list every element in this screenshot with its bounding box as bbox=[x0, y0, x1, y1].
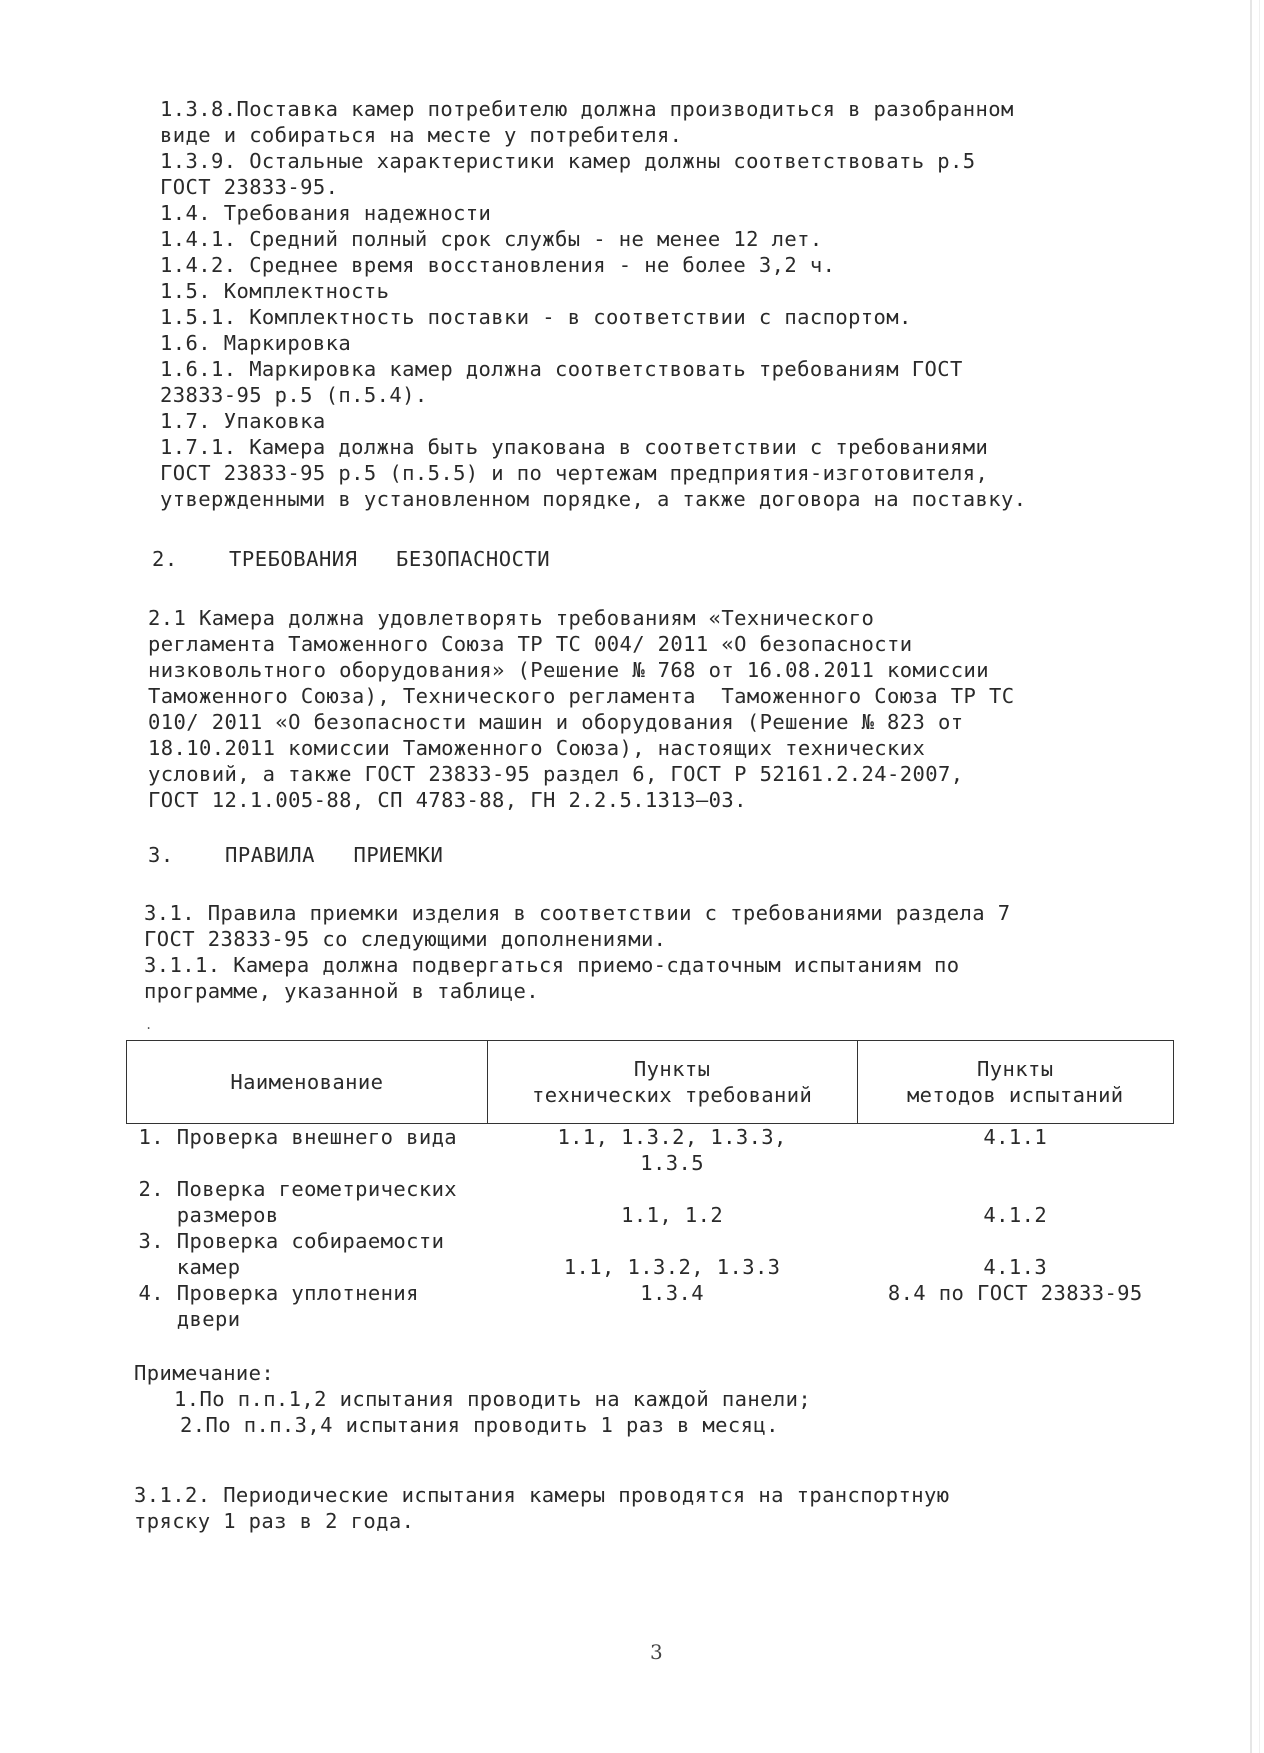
text-line: 23833-95 р.5 (п.5.4). bbox=[160, 383, 428, 407]
row-methods-line: 4.1.3 bbox=[983, 1255, 1048, 1279]
text-line: 010/ 2011 «О безопасности машин и оборудования (Решение № 823 от bbox=[148, 710, 964, 734]
row-name-line: 4. Проверка уплотнения bbox=[138, 1281, 419, 1305]
text-line: 1.4.1. Средний полный срок службы - не менее 12 лет. bbox=[160, 227, 823, 251]
row-name-line: 2. Поверка геометрических bbox=[138, 1177, 458, 1201]
header-methods-line2: методов испытаний bbox=[906, 1083, 1124, 1107]
table-row bbox=[127, 1280, 1174, 1332]
row-name-line: камер bbox=[138, 1255, 241, 1279]
section1-continuation bbox=[160, 96, 1220, 512]
row-name bbox=[127, 1176, 488, 1228]
row-requirements-line: 1.3.5 bbox=[640, 1151, 704, 1175]
row-requirements-line bbox=[487, 1228, 857, 1254]
row-methods bbox=[857, 1176, 1173, 1228]
row-name-line: размеров bbox=[138, 1203, 279, 1227]
row-requirements bbox=[487, 1228, 857, 1280]
text-line: 3.1.1. Камера должна подвергаться приемо-сдаточным испытаниям по bbox=[144, 953, 960, 977]
text-line: 1.7. Упаковка bbox=[160, 409, 326, 433]
text-line: 1.4. Требования надежности bbox=[160, 201, 492, 225]
text-line: 1.5. Комплектность bbox=[160, 279, 390, 303]
page-edge bbox=[1250, 0, 1252, 1753]
text-line: 1.6. Маркировка bbox=[160, 331, 352, 355]
section2-body bbox=[148, 605, 1014, 813]
table-row bbox=[127, 1228, 1174, 1280]
text-line: 1.7.1. Камера должна быть упакована в соответствии с требованиями bbox=[160, 435, 989, 459]
periodic-tests-paragraph bbox=[134, 1482, 950, 1534]
text-line: 3.1. Правила приемки изделия в соответствии с требованиями раздела 7 bbox=[144, 901, 1011, 925]
page-edge-secondary bbox=[1259, 0, 1260, 1753]
scan-speck: . bbox=[145, 1018, 153, 1032]
table-header-row bbox=[127, 1041, 1174, 1124]
text-line: ГОСТ 23833-95. bbox=[160, 175, 339, 199]
row-requirements bbox=[487, 1176, 857, 1228]
text-line: ГОСТ 23833-95 р.5 (п.5.5) и по чертежам предприятия-изготовителя, bbox=[160, 461, 989, 485]
note-item: 2.По п.п.3,4 испытания проводить 1 раз в месяц. bbox=[180, 1413, 779, 1437]
row-requirements-line: 1.3.4 bbox=[640, 1281, 704, 1305]
row-requirements-line: 1.1, 1.3.2, 1.3.3 bbox=[563, 1255, 781, 1279]
text-line: 1.3.9. Остальные характеристики камер должны соответствовать р.5 bbox=[160, 149, 976, 173]
text-line: Таможенного Союза), Технического регламента Таможенного Союза ТР ТС bbox=[148, 684, 1015, 708]
text-line: утвержденными в установленном порядке, а также договора на поставку. bbox=[160, 487, 1027, 511]
text-line: 2.1 Камера должна удовлетворять требованиям «Технического bbox=[148, 606, 875, 630]
text-line: низковольтного оборудования» (Решение № 768 от 16.08.2011 комиссии bbox=[148, 658, 989, 682]
header-name bbox=[127, 1041, 488, 1124]
header-requirements-line2: технических требований bbox=[531, 1083, 813, 1107]
section3-body bbox=[144, 900, 1010, 1004]
header-name-label: Наименование bbox=[230, 1070, 384, 1094]
row-requirements-line: 1.1, 1.2 bbox=[621, 1203, 724, 1227]
row-requirements bbox=[487, 1280, 857, 1332]
text-line: 3.1.2. Периодические испытания камеры проводятся на транспортную bbox=[134, 1483, 950, 1507]
section2-heading: 2. ТРЕБОВАНИЯ БЕЗОПАСНОСТИ bbox=[152, 547, 551, 571]
row-name bbox=[127, 1280, 488, 1332]
note-block bbox=[134, 1360, 811, 1438]
text-line: 1.5.1. Комплектность поставки - в соответствии с паспортом. bbox=[160, 305, 912, 329]
note-title: Примечание: bbox=[134, 1361, 275, 1385]
text-line: 1.6.1. Маркировка камер должна соответствовать требованиям ГОСТ bbox=[160, 357, 963, 381]
text-line: виде и собираться на месте у потребителя. bbox=[160, 123, 683, 147]
acceptance-tests-table bbox=[126, 1040, 1174, 1332]
row-name-line: 1. Проверка внешнего вида bbox=[138, 1125, 458, 1149]
row-methods bbox=[857, 1228, 1173, 1280]
row-requirements bbox=[487, 1124, 857, 1177]
row-requirements-line bbox=[487, 1176, 857, 1202]
text-line: регламента Таможенного Союза ТР ТС 004/ 2011 «О безопасности bbox=[148, 632, 913, 656]
text-line: тряску 1 раз в 2 года. bbox=[134, 1509, 415, 1533]
row-name-line: двери bbox=[138, 1307, 241, 1331]
table-row bbox=[127, 1176, 1174, 1228]
row-name bbox=[127, 1124, 488, 1177]
row-methods bbox=[857, 1124, 1173, 1177]
row-requirements-line: 1.1, 1.3.2, 1.3.3, bbox=[557, 1125, 787, 1149]
row-methods-line: 4.1.2 bbox=[983, 1203, 1048, 1227]
table-row bbox=[127, 1124, 1174, 1177]
page-number: 3 bbox=[650, 1640, 663, 1664]
row-methods-line bbox=[857, 1228, 1173, 1254]
row-name bbox=[127, 1228, 488, 1280]
row-methods-line: 8.4 по ГОСТ 23833-95 bbox=[887, 1281, 1143, 1305]
note-item: 1.По п.п.1,2 испытания проводить на каждой панели; bbox=[174, 1387, 812, 1411]
text-line: программе, указанной в таблице. bbox=[144, 979, 540, 1003]
section3-heading: 3. ПРАВИЛА ПРИЕМКИ bbox=[148, 843, 444, 867]
text-line: 18.10.2011 комиссии Таможенного Союза), настоящих технических bbox=[148, 736, 926, 760]
row-methods-line bbox=[857, 1176, 1173, 1202]
row-name-line: 3. Проверка собираемости bbox=[138, 1229, 445, 1253]
text-line: ГОСТ 23833-95 со следующими дополнениями. bbox=[144, 927, 667, 951]
header-methods-line1: Пункты bbox=[977, 1057, 1054, 1081]
text-line: условий, а также ГОСТ 23833-95 раздел 6, ГОСТ Р 52161.2.24-2007, bbox=[148, 762, 964, 786]
header-requirements-line1: Пункты bbox=[633, 1057, 711, 1081]
row-methods bbox=[857, 1280, 1173, 1332]
header-methods bbox=[857, 1041, 1173, 1124]
header-requirements bbox=[487, 1041, 857, 1124]
row-methods-line: 4.1.1 bbox=[983, 1125, 1048, 1149]
text-line: 1.4.2. Среднее время восстановления - не более 3,2 ч. bbox=[160, 253, 836, 277]
text-line: ГОСТ 12.1.005-88, СП 4783-88, ГН 2.2.5.1313—03. bbox=[148, 788, 747, 812]
text-line: 1.3.8.Поставка камер потребителю должна производиться в разобранном bbox=[160, 97, 1014, 121]
